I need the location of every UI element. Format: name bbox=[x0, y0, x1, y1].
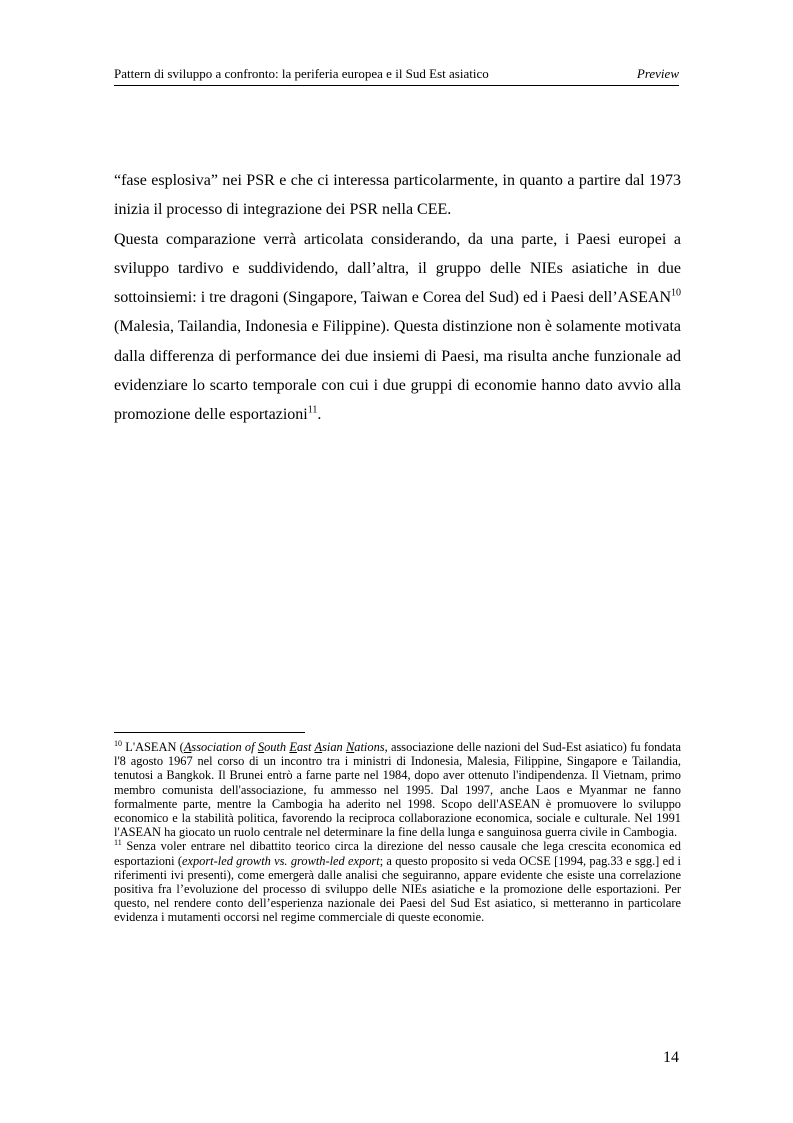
footnotes bbox=[114, 740, 681, 925]
footnote-10-lead: L'ASEAN ( bbox=[122, 740, 184, 754]
footnote-ref-11[interactable]: 11 bbox=[307, 405, 318, 417]
asean-word-4: sian bbox=[322, 740, 347, 754]
footnote-11-text-a: Senza voler entrare nel dibattito teorico circa la direzione del nesso causale che lega crescita economica ed esportazioni ( bbox=[114, 839, 681, 868]
paragraph-2 bbox=[114, 225, 681, 430]
asean-word-3: ast bbox=[296, 740, 315, 754]
paragraph-1: “fase esplosiva” nei PSR e che ci interessa particolarmente, in quanto a partire dal 1973 inizia il processo di integrazione dei PSR nella CEE. bbox=[114, 172, 681, 219]
page-number: 14 bbox=[663, 1049, 679, 1066]
header-rule bbox=[114, 85, 679, 86]
asean-word-5: ations bbox=[354, 740, 385, 754]
running-header bbox=[114, 66, 679, 86]
asean-word-2: outh bbox=[264, 740, 290, 754]
asean-letter-n: N bbox=[346, 740, 355, 754]
asean-letter-a: A bbox=[183, 740, 192, 754]
body-text bbox=[114, 166, 681, 430]
asean-letter-a2: A bbox=[314, 740, 323, 754]
footnote-ref-10[interactable]: 10 bbox=[671, 287, 681, 299]
asean-letter-s: S bbox=[257, 740, 265, 754]
footnote-11-number: 11 bbox=[114, 838, 122, 848]
footnote-10 bbox=[114, 740, 681, 839]
asean-letter-e: E bbox=[289, 740, 297, 754]
header-preview-label: Preview bbox=[636, 66, 679, 81]
footnote-10-number: 10 bbox=[114, 738, 122, 748]
footnote-11 bbox=[114, 839, 681, 924]
asean-word-1: ssociation of bbox=[191, 740, 258, 754]
asean-full-name bbox=[184, 740, 385, 754]
footnote-11-italic: export-led growth vs. growth-led export bbox=[181, 853, 380, 868]
footnote-10-text: , associazione delle nazioni del Sud-Est asiatico) fu fondata l'8 agosto 1967 nel corso di un incontro tra i ministri di Indonesia, Malesia, Filippine, Singapore e Tailandia, tenutosi a Bangkok. Il Brunei entrò a farne parte nel 1984, dopo aver ottenuto l'indipendenza. Il Vietnam, primo membro comunista dell'associazione, fu ammesso nel 1995. Dal 1997, anche Laos e Myanmar ne fanno formalmente parte, mentre la Cambogia ha aderito nel 1998. Scopo dell'ASEAN è promuovere lo sviluppo economico e la stabilità politica, favorendo la reciproca collaborazione economica, sociale e culturale. Nel 1991 l'ASEAN ha giocato un ruolo centrale nel determinare la fine della lunga e sanguinosa guerra civile in Cambogia. bbox=[114, 740, 681, 840]
header-title: Pattern di sviluppo a confronto: la periferia europea e il Sud Est asiatico bbox=[114, 66, 489, 81]
paragraph-2-part-b: (Malesia, Tailandia, Indonesia e Filippine). Questa distinzione non è solamente motivata dalla differenza di performance dei due insiemi di Paesi, ma risulta anche funzionale ad evidenziare lo scarto temporale con cui i due gruppi di economie hanno dato avvio alla promozione delle esportazioni bbox=[114, 318, 681, 424]
footnote-11-text-b: ; a questo proposito si veda OCSE [1994, pag.33 e sgg.] ed i riferimenti ivi presenti), come emergerà dalle analisi che seguiranno, appare evidente che esiste una correlazione positiva fra l’evoluzione del processo di sviluppo delle NIEs asiatiche e la promozione delle esportazioni. Per questo, nel rendere conto dell’esperienza nazionale dei Paesi del Sud Est asiatico, si metteranno in particolare evidenza i mutamenti occorsi nel regime commerciale di queste economie. bbox=[114, 853, 681, 925]
footnote-separator bbox=[114, 732, 305, 733]
paragraph-2-end: . bbox=[317, 406, 322, 424]
paragraph-2-part-a: Questa comparazione verrà articolata considerando, da una parte, i Paesi europei a sviluppo tardivo e suddividendo, dall’altra, il gruppo delle NIEs asiatiche in due sottoinsiemi: i tre dragoni (Singapore, Taiwan e Corea del Sud) ed i Paesi dell’ASEAN bbox=[114, 230, 681, 307]
